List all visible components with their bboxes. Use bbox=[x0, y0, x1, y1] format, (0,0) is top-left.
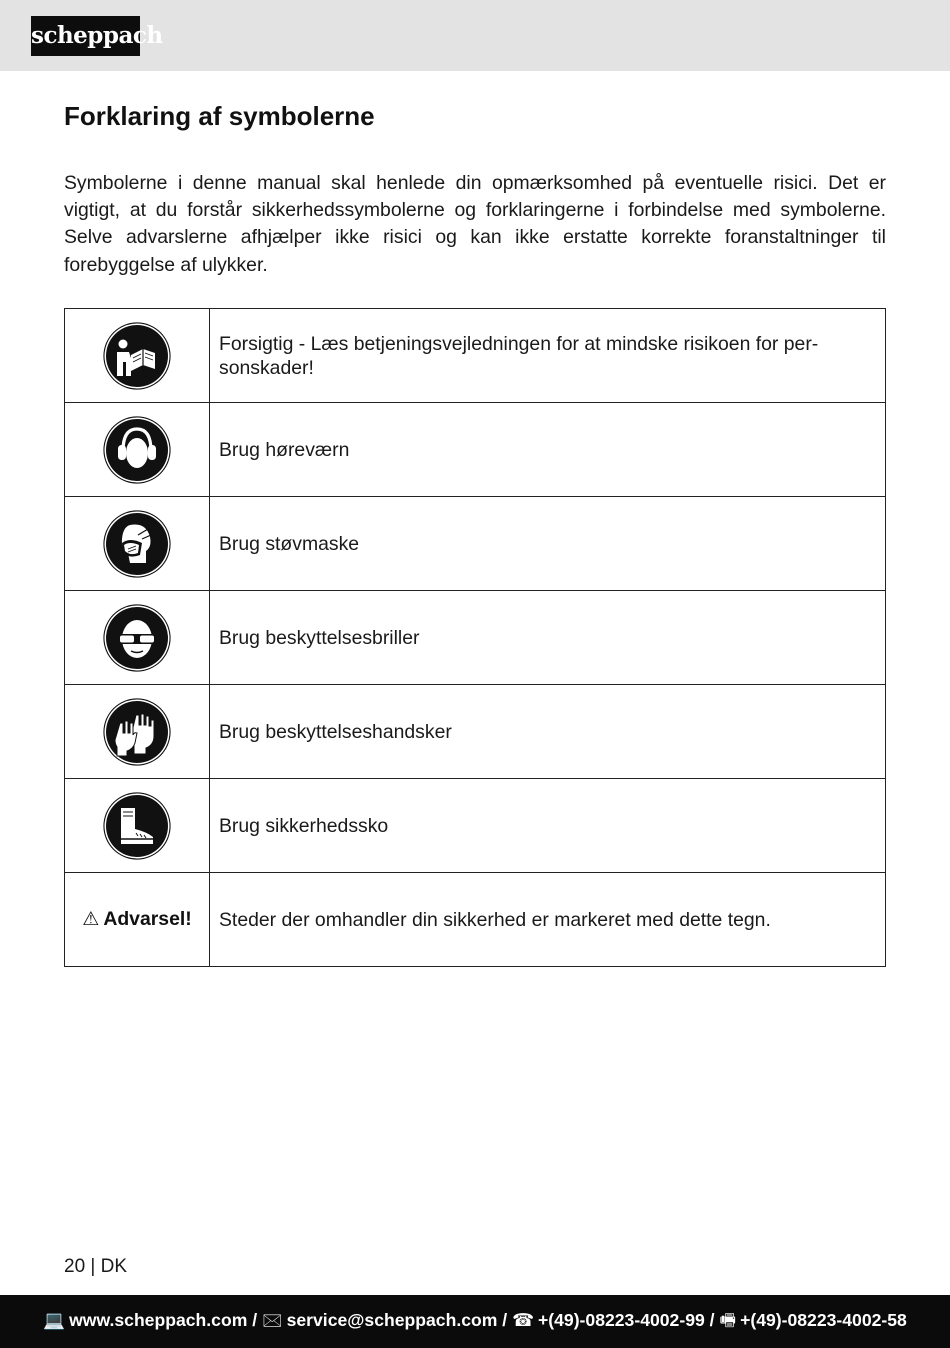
symbol-description: Brug høreværn bbox=[210, 403, 886, 497]
icon-cell bbox=[65, 309, 210, 403]
phone-icon: ☎ bbox=[512, 1310, 534, 1330]
symbol-description: Forsigtig - Læs betjeningsvejledningen for at mindske risikoen for personskader! bbox=[210, 309, 886, 403]
icon-cell bbox=[65, 591, 210, 685]
icon-cell bbox=[65, 403, 210, 497]
symbol-row bbox=[65, 497, 886, 591]
scheppach-logo: scheppach bbox=[31, 16, 140, 56]
safety-shoes-icon bbox=[106, 795, 168, 857]
symbol-row bbox=[65, 685, 886, 779]
footer-fax: +(49)-08223-4002-58 bbox=[740, 1310, 907, 1330]
warning-description: Steder der omhandler din sikkerhed er markeret med dette tegn. bbox=[210, 873, 886, 967]
icon-cell bbox=[65, 685, 210, 779]
footer-separator: / bbox=[252, 1310, 258, 1330]
symbol-description: Brug støvmaske bbox=[210, 497, 886, 591]
safety-goggles-icon bbox=[106, 607, 168, 669]
symbol-row bbox=[65, 403, 886, 497]
footer-website[interactable]: www.scheppach.com bbox=[69, 1310, 248, 1330]
symbol-row bbox=[65, 779, 886, 873]
page-number: 20 | DK bbox=[64, 1256, 128, 1277]
protective-gloves-icon bbox=[106, 701, 168, 763]
hearing-protection-icon bbox=[106, 419, 168, 481]
symbol-description: Brug sikkerhedssko bbox=[210, 779, 886, 873]
fax-icon: 🖷 bbox=[719, 1310, 737, 1330]
contact-footer bbox=[0, 1295, 950, 1348]
page-title: Forklaring af symbolerne bbox=[64, 101, 375, 131]
footer-email[interactable]: service@scheppach.com bbox=[286, 1310, 498, 1330]
warning-cell bbox=[65, 873, 210, 967]
warning-label bbox=[82, 908, 191, 930]
intro-paragraph: Symbolerne i denne manual skal henlede din opmærksomhed på eventuelle risici. Det er vigtigt, at du forstår sikkerhedssymbolerne og forklaringerne i forbindelse med symbolerne. Selve advarslerne afhjælper ikke risici og kan ikke erstatte korrekte foranstaltninger til forebyggelse af ulykker. bbox=[64, 172, 886, 276]
footer-separator: / bbox=[709, 1310, 715, 1330]
warning-row bbox=[65, 873, 886, 967]
warning-text-label: Advarsel! bbox=[103, 908, 192, 930]
computer-icon: 💻 bbox=[43, 1310, 66, 1330]
symbol-description: Brug beskyttelseshandsker bbox=[210, 685, 886, 779]
warning-triangle-icon: ⚠ bbox=[82, 909, 100, 930]
icon-cell bbox=[65, 779, 210, 873]
footer-separator: / bbox=[502, 1310, 508, 1330]
symbol-row bbox=[65, 309, 886, 403]
icon-cell bbox=[65, 497, 210, 591]
symbol-row bbox=[65, 591, 886, 685]
symbols-table bbox=[64, 308, 886, 967]
footer-phone: +(49)-08223-4002-99 bbox=[538, 1310, 705, 1330]
page-header bbox=[0, 0, 950, 71]
symbol-description: Brug beskyttelsesbriller bbox=[210, 591, 886, 685]
envelope-icon: 🖂 bbox=[262, 1310, 283, 1330]
dust-mask-icon bbox=[106, 513, 168, 575]
read-manual-icon bbox=[106, 325, 168, 387]
